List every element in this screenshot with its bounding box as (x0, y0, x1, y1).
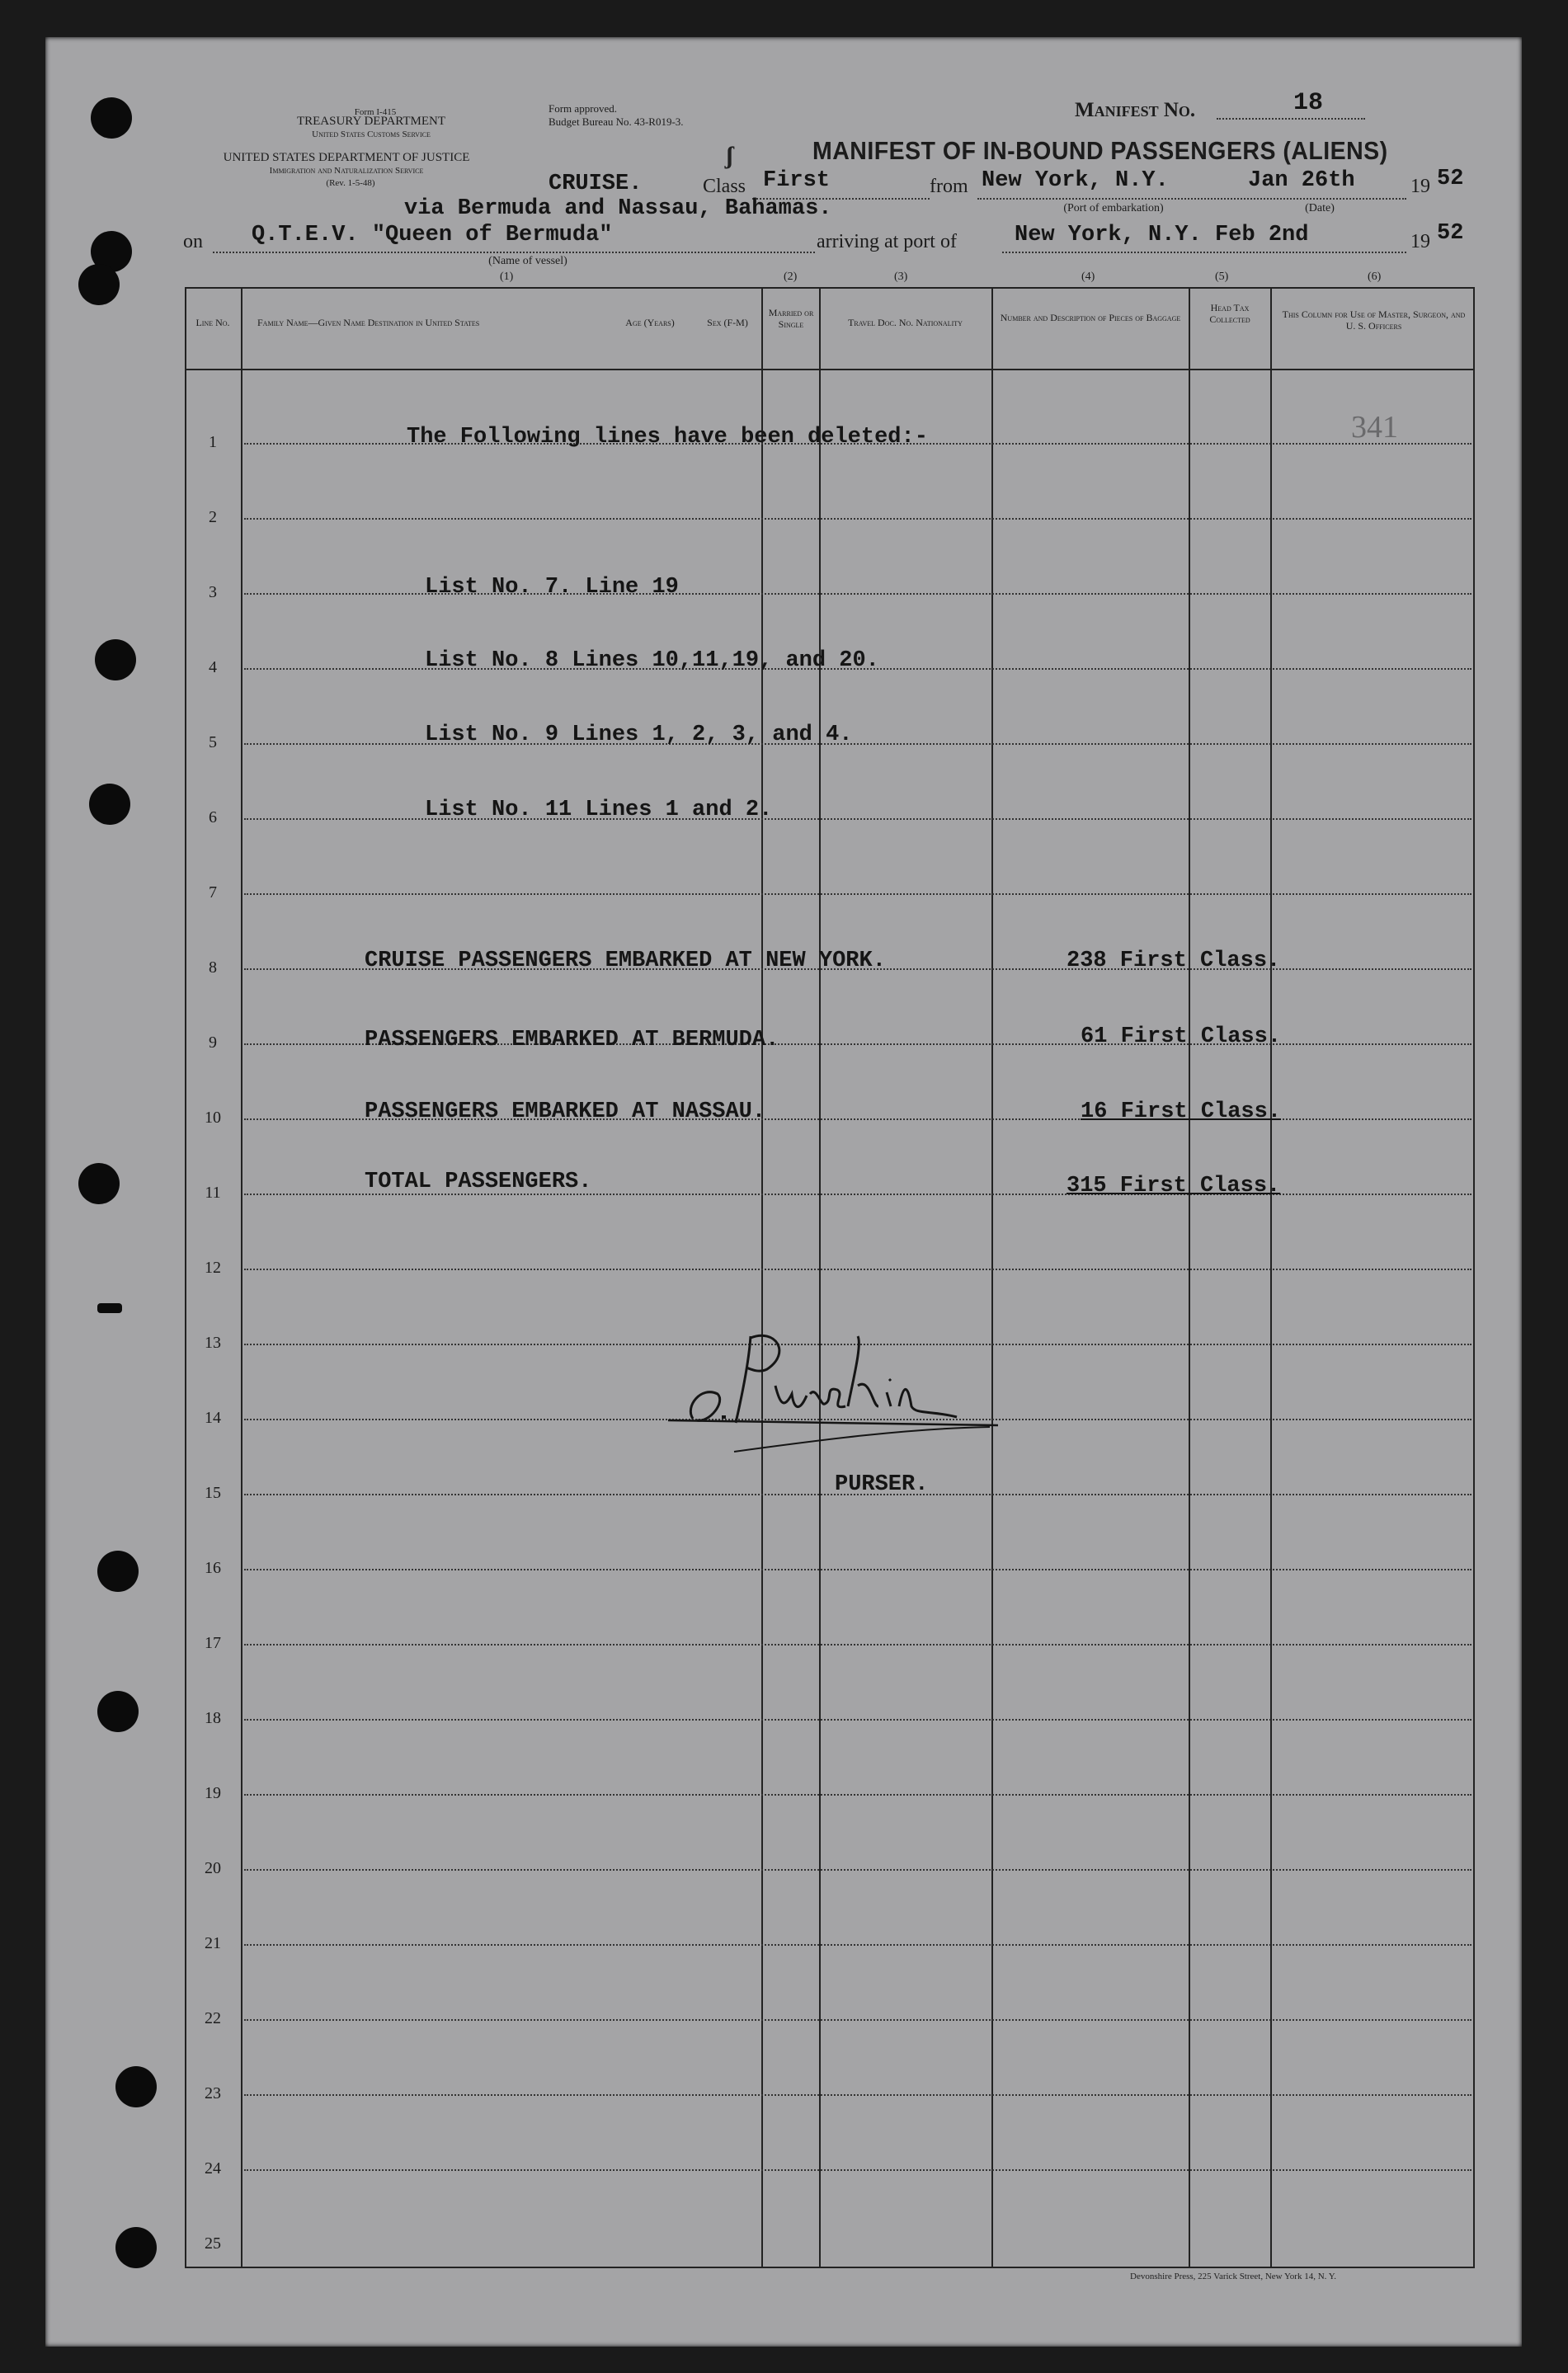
row-separator (244, 2169, 1471, 2171)
printer-imprint: Devonshire Press, 225 Varick Street, New York 14, N. Y. (1130, 2272, 1337, 2281)
line-number: 20 (205, 1859, 221, 1877)
arriving-label: arriving at port of (817, 231, 957, 252)
line-number: 21 (205, 1934, 221, 1952)
row-separator (244, 1269, 1471, 1270)
from-port: New York, N.Y. (982, 168, 1169, 193)
budget-bureau: Budget Bureau No. 43-R019-3. (549, 115, 684, 128)
manifest-label: Manifest No. (1075, 99, 1196, 121)
row-separator (244, 1569, 1471, 1570)
line-number: 9 (209, 1033, 217, 1052)
entry-line-1: The Following lines have been deleted:- (407, 425, 928, 450)
header-bottom-border (185, 369, 1474, 370)
row-separator (244, 2019, 1471, 2021)
entry-line-10-count: 16 First Class. (1081, 1099, 1282, 1124)
row-separator (244, 1644, 1471, 1646)
line-number: 17 (205, 1634, 221, 1652)
col-header-head-tax: Head Tax Collected (1209, 302, 1250, 325)
binder-hole (89, 784, 130, 825)
row-separator (244, 1719, 1471, 1721)
manifest-page (45, 37, 1522, 2347)
entry-line-9-count: 61 First Class. (1081, 1024, 1282, 1049)
line-number: 13 (205, 1334, 221, 1352)
purser-title: PURSER. (835, 1472, 929, 1497)
via-route: via Bermuda and Nassau, Bahamas. (404, 196, 832, 221)
col-header-baggage: Number and Description of Pieces of Baggage (1000, 312, 1181, 323)
line-number: 8 (209, 958, 217, 977)
justice-department: UNITED STATES DEPARTMENT OF JUSTICE (223, 151, 470, 164)
binder-hole (95, 639, 136, 680)
line-number: 16 (205, 1559, 221, 1577)
line-number: 6 (209, 808, 217, 826)
line-number: 3 (209, 583, 217, 601)
page-title: MANIFEST OF IN-BOUND PASSENGERS (ALIENS) (812, 136, 1388, 165)
binder-hole (97, 1303, 122, 1313)
entry-line-3: List No. 7. Line 19 (425, 575, 679, 600)
table-top-border (185, 287, 1474, 289)
column-number: (6) (1368, 271, 1382, 283)
purser-signature (660, 1328, 998, 1460)
column-number: (3) (894, 271, 908, 283)
line-number: 4 (209, 658, 217, 676)
entry-line-8-count: 238 First Class. (1067, 949, 1281, 973)
col-divider (761, 287, 763, 2268)
col-divider (991, 287, 993, 2268)
col-header-name: Family Name—Given Name Destination in United States (257, 317, 480, 328)
binder-hole (97, 1551, 139, 1592)
column-number: (5) (1215, 271, 1229, 283)
table-right-border (1473, 287, 1475, 2268)
form-approved: Form approved. (549, 102, 618, 115)
column-number: (1) (500, 271, 514, 283)
col-header-officers: This Column for Use of Master, Surgeon, and U. S. Officers (1282, 308, 1466, 332)
entry-line-4: List No. 8 Lines 10,11,19, and 20. (425, 648, 879, 673)
binder-hole (115, 2066, 157, 2107)
check-mark: ʃ (726, 142, 734, 169)
line-number: 18 (205, 1709, 221, 1727)
class-value: First (763, 168, 831, 193)
col-header-line-no: Line No. (195, 317, 230, 328)
departure-year: 52 (1437, 167, 1464, 191)
form-number: Form I-415 (354, 107, 397, 117)
line-number: 22 (205, 2009, 221, 2027)
row-separator (244, 1869, 1471, 1871)
cruise-label: CRUISE. (549, 172, 643, 196)
entry-line-11-label: TOTAL PASSENGERS. (365, 1170, 592, 1194)
vessel-caption: (Name of vessel) (488, 255, 567, 267)
line-number: 24 (205, 2159, 221, 2178)
line-number: 14 (205, 1409, 221, 1427)
year-prefix-2: 19 (1410, 231, 1430, 252)
entry-line-11-count: 315 First Class. (1067, 1174, 1281, 1198)
treasury-department: TREASURY DEPARTMENT (296, 115, 446, 128)
column-number: (2) (784, 271, 798, 283)
row-separator (244, 1944, 1471, 1946)
entry-line-8-label: CRUISE PASSENGERS EMBARKED AT NEW YORK. (365, 949, 886, 973)
revision-date: (Rev. 1-5-48) (326, 178, 375, 188)
date-caption: (Date) (1305, 202, 1335, 214)
manifest-dotted-line (1217, 118, 1365, 120)
entry-line-6: List No. 11 Lines 1 and 2. (425, 798, 773, 822)
table-left-border (185, 287, 186, 2268)
entry-line-9-label: PASSENGERS EMBARKED AT BERMUDA. (365, 1028, 779, 1052)
binder-hole (78, 1163, 120, 1204)
binder-hole (115, 2227, 157, 2268)
line-number: 10 (205, 1109, 221, 1127)
from-label: from (930, 176, 968, 197)
customs-service: United States Customs Service (312, 129, 431, 139)
line-number: 11 (205, 1184, 221, 1202)
vessel-name: Q.T.E.V. "Queen of Bermuda" (252, 223, 613, 247)
stamp-number: 341 (1351, 410, 1398, 445)
line-number: 19 (205, 1784, 221, 1802)
line-number: 1 (209, 433, 217, 451)
row-separator (244, 2094, 1471, 2096)
class-label: Class (703, 176, 746, 197)
line-number: 23 (205, 2084, 221, 2102)
manifest-number: 18 (1293, 89, 1324, 117)
from-dotted-line (977, 198, 1406, 200)
col-divider (819, 287, 821, 2268)
binder-hole (91, 97, 132, 139)
entry-line-5: List No. 9 Lines 1, 2, 3, and 4. (425, 723, 853, 747)
entry-line-10-label: PASSENGERS EMBARKED AT NASSAU. (365, 1099, 766, 1124)
col-header-sex: Sex (F-M) (707, 317, 748, 328)
binder-hole (78, 264, 120, 305)
col-header-travel-doc: Travel Doc. No. Nationality (848, 317, 963, 328)
row-separator (244, 893, 1471, 895)
col-header-married: Married or Single (768, 307, 814, 330)
arrival-dotted-line (1002, 252, 1406, 253)
line-number: 15 (205, 1484, 221, 1502)
line-number: 5 (209, 733, 217, 751)
col-header-age: Age (Years) (625, 317, 675, 328)
arrival-year: 52 (1437, 221, 1464, 246)
year-prefix: 19 (1410, 176, 1430, 197)
from-date: Jan 26th (1248, 168, 1355, 193)
line-number: 12 (205, 1259, 221, 1277)
binder-hole (97, 1691, 139, 1732)
column-number: (4) (1081, 271, 1095, 283)
row-separator (244, 518, 1471, 520)
col-divider (1189, 287, 1190, 2268)
immigration-service: Immigration and Naturalization Service (269, 166, 424, 176)
table-bottom-border (185, 2267, 1474, 2268)
vessel-dotted-line (213, 252, 815, 253)
line-number: 7 (209, 883, 217, 902)
col-divider (1270, 287, 1272, 2268)
port-embark-caption: (Port of embarkation) (1063, 202, 1164, 214)
col-divider (241, 287, 242, 2268)
on-label: on (183, 231, 203, 252)
line-number: 25 (205, 2234, 221, 2253)
row-separator (244, 1794, 1471, 1796)
arrival-port-date: New York, N.Y. Feb 2nd (1015, 223, 1309, 247)
line-number: 2 (209, 508, 217, 526)
